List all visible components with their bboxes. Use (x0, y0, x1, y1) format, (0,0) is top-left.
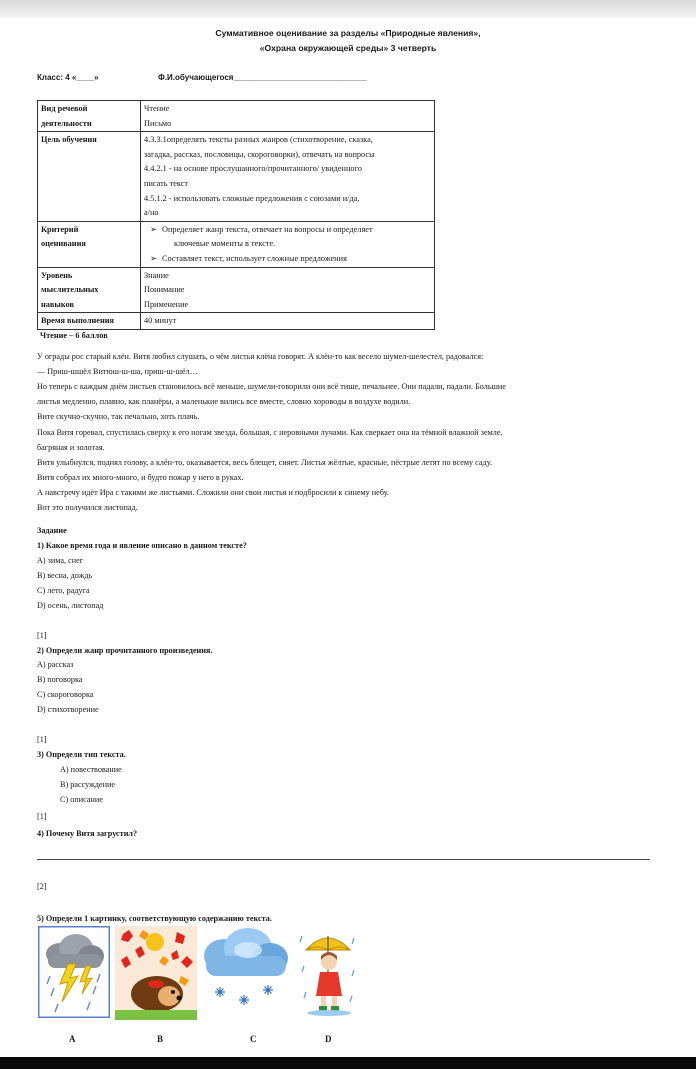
assessment-info-table (37, 100, 435, 330)
table-value-cell (141, 221, 435, 267)
question-5: 5) Определи 1 картинку, соответствующую содержанию текста. (37, 914, 272, 923)
value-text: Чтение (144, 104, 170, 113)
option-b: B) рассуждение (60, 780, 115, 789)
class-label: Класс: 4 «____» (37, 73, 99, 82)
key-text: Вид речевой (41, 104, 88, 113)
table-key-cell (38, 101, 141, 132)
value-text: загадка, рассказ, пословицы, скороговорки), отвечать на вопросы (144, 149, 375, 159)
table-row (38, 267, 435, 313)
option-a: A) зима, снег (37, 556, 84, 565)
question-3: 3) Определи тип текста. (37, 750, 126, 759)
option-b: B) весна, дождь (37, 571, 93, 580)
key-text: деятельности (41, 118, 92, 128)
value-text: писать текст (144, 178, 189, 188)
option-d: D) стихотворение (37, 705, 99, 714)
score-mark: [1] (37, 631, 47, 640)
reading-heading: Чтение – 6 баллов (40, 331, 108, 340)
value-text: Понимание (144, 285, 185, 295)
table-row (38, 313, 435, 330)
value-text: а/но (144, 208, 159, 218)
answer-line (37, 859, 650, 860)
viewer-top-bar (0, 0, 696, 18)
option-a: A) повествование (60, 765, 122, 774)
table-row (38, 101, 435, 132)
thunderstorm-icon (38, 926, 110, 1018)
question-2: 2) Определи жанр прочитанного произведения. (37, 646, 213, 655)
question-1: 1) Какое время года и явление описано в данном тексте? (37, 541, 247, 550)
value-text: Применение (144, 299, 189, 309)
girl-umbrella-rain-icon (296, 926, 360, 1016)
option-d: D) осень, листопад (37, 601, 104, 610)
criterion-text: Составляет текст, использует сложные предложения (162, 253, 347, 263)
key-text: оценивания (41, 239, 86, 249)
table-key-cell (38, 132, 141, 222)
key-text: мыслительных (41, 285, 99, 295)
autumn-leaves-hedgehog-icon (115, 926, 197, 1020)
table-key-cell (38, 313, 141, 330)
table-value-cell (141, 132, 435, 222)
table-key-cell (38, 267, 141, 313)
text-line: Витя собрал их много-много, и будто пожар у него в руках. (37, 473, 244, 482)
text-line: — Приш-шшёл Витюш-ш-ша, приш-ш-шёл… (37, 367, 198, 376)
viewer-bottom-bar (0, 1057, 696, 1069)
criterion-text: Определяет жанр текста, отвечает на вопросы и определяет (162, 224, 373, 234)
text-line: А навстречу идёт Ира с такими же листьями. Сложили они свои листья и подбросили к синему небу. (37, 488, 389, 497)
table-value-cell (141, 101, 435, 132)
value-text: Письмо (144, 118, 172, 128)
score-mark: [1] (37, 812, 47, 821)
table-key-cell (38, 221, 141, 267)
picture-label-b: B (157, 1034, 164, 1044)
text-line: У ограды рос старый клён. Витя любил слушать, о чём листья клёна говорят. А клён-то как весело шумел-шелестел, радовался: (37, 352, 484, 361)
question-4: 4) Почему Витя загрустил? (37, 829, 138, 838)
student-name-label: Ф.И.обучающегося______________________________ (158, 73, 367, 82)
text-line: Вот это получился листопад. (37, 503, 138, 512)
text-line: багряная и золотая. (37, 443, 105, 452)
key-text: Время выполнения (41, 316, 114, 326)
picture-label-d: D (325, 1034, 332, 1044)
text-line: Вите скучно-скучно, так печально, хоть плачь. (37, 412, 200, 421)
value-text: 4.3.3.1определять тексты разных жанров (стихотворение, сказка, (144, 135, 373, 145)
tasks-heading: Задание (37, 526, 67, 535)
value-text: Знание (144, 270, 169, 280)
arrow-bullet-icon: ➢ (150, 224, 157, 234)
table-row (38, 221, 435, 267)
arrow-bullet-icon: ➢ (150, 253, 157, 263)
value-text: 4.5.1.2 - использовать сложные предложения с союзами и/да, (144, 193, 360, 203)
key-text: Цель обучения (41, 135, 97, 145)
option-a: A) рассказ (37, 660, 74, 669)
score-mark: [2] (37, 882, 47, 891)
text-line: Пока Витя горевал, спустилась сверху к его ногам звезда, большая, с неровными лучами. Как сверкает она на тёмной влажной земле, (37, 428, 503, 437)
text-line: Витя улыбнулся, поднял голову, а клён-то, оказывается, весь блещет, сияет. Листья жёлтые, красные, пёстрые летят по всему саду. (37, 458, 493, 467)
value-text: 40 минут (144, 316, 177, 326)
option-b: B) поговорка (37, 675, 83, 684)
text-line: листья медленно, плавно, как планёры, а маленькие вились все вместе, словно хороводы в воздухе водили. (37, 397, 411, 406)
table-row (38, 132, 435, 222)
table-value-cell (141, 313, 435, 330)
key-text: навыков (41, 299, 74, 309)
option-c: C) лето, радуга (37, 586, 90, 595)
criterion-item (144, 252, 431, 267)
snow-cloud-icon (198, 926, 290, 1016)
key-text: Критерий (41, 224, 79, 234)
table-value-cell (141, 267, 435, 313)
option-c: C) описание (60, 795, 103, 804)
option-c: C) скороговорка (37, 690, 94, 699)
value-text: 4.4.2.1 - на основе прослушанного/прочитанного/ увиденного (144, 164, 362, 174)
criterion-text: ключевые моменты в тексте. (174, 239, 276, 249)
criterion-item (144, 223, 431, 252)
page-title-line2: «Охрана окружающей среды» 3 четверть (259, 43, 437, 53)
score-mark: [1] (37, 735, 47, 744)
text-line: Но теперь с каждым днём листьев становилось всё меньше, шумели-говорили они всё тише, печальнее. Они падали, падали. Большие (37, 382, 506, 391)
page-title-line1: Суммативное оценивание за разделы «Природные явления», (215, 28, 481, 38)
picture-label-a: A (69, 1034, 76, 1044)
picture-label-c: C (250, 1034, 257, 1044)
key-text: Уровень (41, 270, 73, 280)
